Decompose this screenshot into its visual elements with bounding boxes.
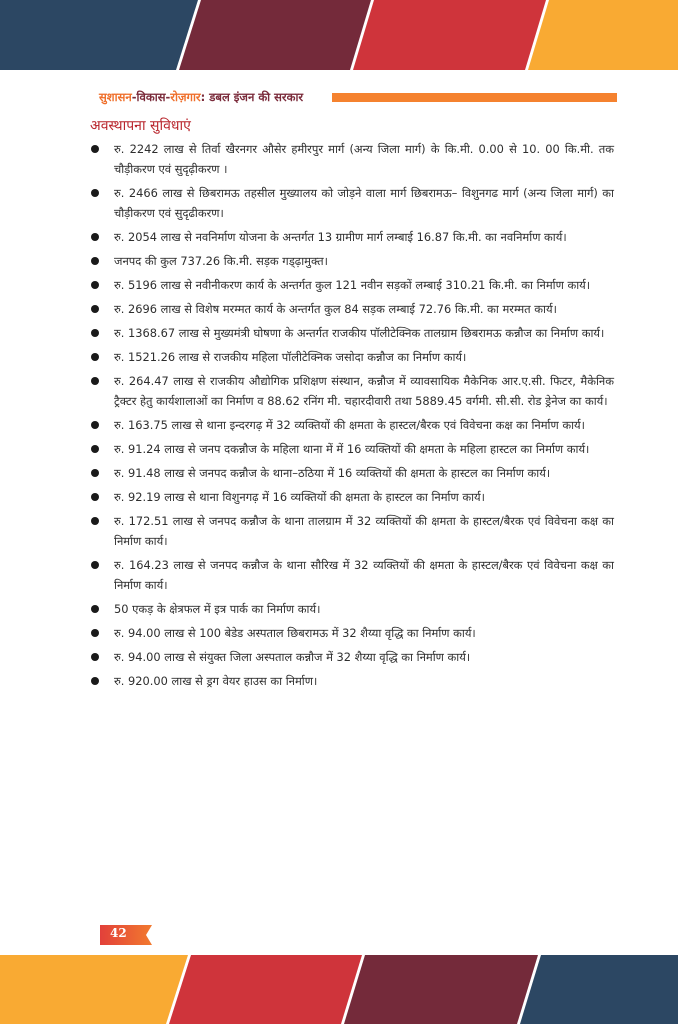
bullet-icon [91,421,99,429]
header-orange-rule [332,93,617,102]
band-amber [0,955,188,1024]
band-navy [0,0,198,70]
list-item-text: रु. 1521.26 लाख से राजकीय महिला पॉलीटेक्निक जसोदा कन्नौज का निर्माण कार्य। [114,350,467,364]
bullet-icon [91,653,99,661]
list-item-text: जनपद की कुल 737.26 कि.मी. सड़क गड्ढ़ामुक्त। [114,254,328,268]
list-item-text: रु. 94.00 लाख से संयुक्त जिला अस्पताल कन्नौज में 32 शैय्या वृद्धि का निर्माण कार्य। [114,650,471,664]
list-item [90,555,614,595]
bullet-icon [91,189,99,197]
list-item-text: रु. 1368.67 लाख से मुख्यमंत्री घोषणा के अन्तर्गत राजकीय पॉलीटेक्निक तालग्राम छिबरामऊ कन्नौज का निर्माण कार्य। [114,326,605,340]
list-item-text: रु. 264.47 लाख से राजकीय औद्योगिक प्रशिक्षण संस्थान, कन्नौज में व्यावसायिक मैकेनिक आर.ए.सी. फिटर, मैकेनिक ट्रैक्टर हेतु कार्यशालाओं का निर्माण व 88.62 रनिंग मी. चहारदीवारी तथा 5889.45 वर्गमी. सी.सी. रोड ड्रेनेज का कार्य। [114,374,614,408]
tagline-part-rozgar: रोज़गार [170,89,201,104]
list-item [90,599,614,619]
tagline-part-double-engine: : डबल इंजन की सरकार [200,89,304,104]
list-item [90,371,614,411]
list-item-text: रु. 94.00 लाख से 100 बेडेड अस्पताल छिबरामऊ में 32 शैय्या वृद्धि का निर्माण कार्य। [114,626,476,640]
list-item [90,183,614,223]
list-item-text: रु. 2466 लाख से छिबरामऊ तहसील मुख्यालय को जोड़ने वाला मार्ग छिबरामऊ– विशुनगढ मार्ग (अन्य जिला मार्ग) का चौड़ीकरण एवं सुदृढीकरण। [114,186,614,220]
bullet-icon [91,517,99,525]
page-number-tab [100,925,154,945]
bullet-icon [91,493,99,501]
bullet-icon [91,329,99,337]
page-number-ribbon-icon [100,925,154,945]
list-item-text: रु. 2054 लाख से नवनिर्माण योजना के अन्तर्गत 13 ग्रामीण मार्ग लम्बाई 16.87 कि.मी. का नवनिर्माण कार्य। [114,230,567,244]
header-band-graphic [0,0,678,70]
list-item [90,139,614,179]
list-item [90,623,614,643]
bullet-icon [91,561,99,569]
bullet-icon [91,629,99,637]
band-amber [528,0,678,70]
bullet-icon [91,305,99,313]
list-item [90,487,614,507]
list-item-text: रु. 172.51 लाख से जनपद कन्नौज के थाना तालग्राम में 32 व्यक्तियों की क्षमता के हास्टल/बैरक एवं विवेचना कक्ष का निर्माण कार्य। [114,514,614,548]
bullet-icon [91,605,99,613]
bullet-icon [91,445,99,453]
list-item [90,511,614,551]
list-item-text: रु. 5196 लाख से नवीनीकरण कार्य के अन्तर्गत कुल 121 नवीन सड़कों लम्बाई 310.21 कि.मी. का निर्माण कार्य। [114,278,591,292]
header-tagline [99,87,303,107]
bullet-icon [91,257,99,265]
list-item-text: रु. 2696 लाख से विशेष मरम्मत कार्य के अन्तर्गत कुल 84 सड़क लम्बाई 72.76 कि.मी. का मरम्मत कार्य। [114,302,557,316]
section-title: अवस्थापना सुविधाएं [90,118,191,134]
list-item-text: रु. 163.75 लाख से थाना इन्दरगढ़ में 32 व्यक्तियों की क्षमता के हास्टल/बैरक एवं विवेचना कक्ष का निर्माण कार्य। [114,418,585,432]
list-item [90,347,614,367]
infrastructure-list [90,139,614,695]
bullet-icon [91,145,99,153]
band-red [353,0,546,70]
tagline-part-vikas: विकास [136,89,166,104]
bullet-icon [91,469,99,477]
list-item [90,415,614,435]
header-color-band [0,0,678,70]
tagline-dash: - [131,90,137,104]
list-item [90,227,614,247]
footer-band-graphic [0,955,678,1024]
band-red [169,955,362,1024]
list-item [90,275,614,295]
bullet-icon [91,377,99,385]
bullet-icon [91,233,99,241]
bullet-icon [91,677,99,685]
band-navy [520,955,678,1024]
list-item-text: रु. 2242 लाख से तिर्वा खैरनगर औसेर हमीरपुर मार्ग (अन्य जिला मार्ग) के कि.मी. 0.00 से 10. 00 कि.मी. तक चौड़ीकरण एवं सुदृढ़ीकरण । [114,142,614,176]
bullet-icon [91,281,99,289]
list-item [90,463,614,483]
band-maroon [344,955,538,1024]
list-item-text: रु. 91.24 लाख से जनप दकन्नौज के महिला थाना में में 16 व्यक्तियों की क्षमता के महिला हास्टल का निर्माण कार्य। [114,442,590,456]
band-maroon [179,0,371,70]
page-number: 42 [110,926,127,940]
list-item-text: रु. 92.19 लाख से थाना विशुनगढ़ में 16 व्यक्तियों की क्षमता के हास्टल का निर्माण कार्य। [114,490,485,504]
list-item-text: रु. 164.23 लाख से जनपद कन्नौज के थाना सौरिख में 32 व्यक्तियों की क्षमता के हास्टल/बैरक एवं विवेचना कक्ष का निर्माण कार्य। [114,558,614,592]
list-item-text: रु. 920.00 लाख से ड्रग वेयर हाउस का निर्माण। [114,674,318,688]
list-item-text: 50 एकड़ के क्षेत्रफल में इत्र पार्क का निर्माण कार्य। [114,602,321,616]
list-item [90,299,614,319]
tagline-part-sushasan: सुशासन [99,89,132,104]
list-item [90,647,614,667]
list-item [90,251,614,271]
list-item [90,323,614,343]
footer-color-band [0,955,678,1025]
list-item [90,439,614,459]
tagline-dash: - [165,90,171,104]
list-item [90,671,614,691]
list-item-text: रु. 91.48 लाख से जनपद कन्नौज के थाना–ठठिया में 16 व्यक्तियों की क्षमता के हास्टल का निर्माण कार्य। [114,466,551,480]
bullet-icon [91,353,99,361]
